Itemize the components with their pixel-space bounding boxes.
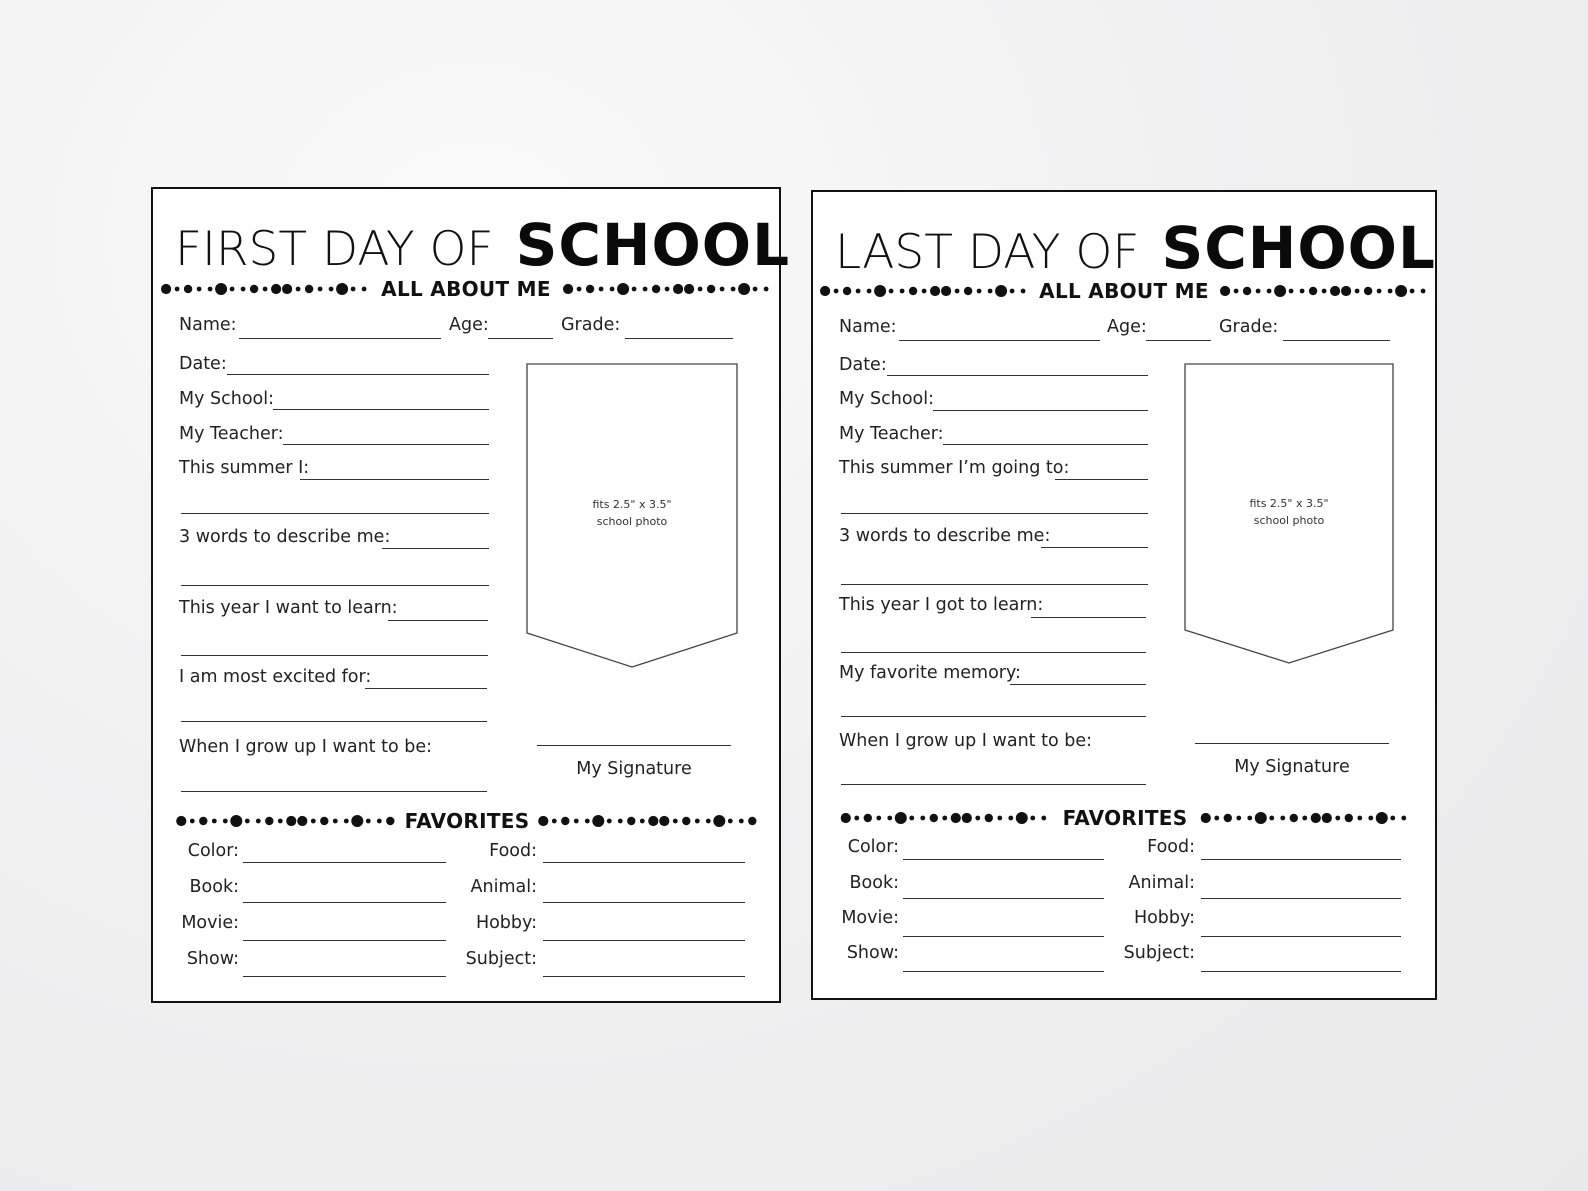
photo-size-text: fits 2.5" x 3.5" xyxy=(1249,497,1329,510)
grow-label: When I grow up I want to be: xyxy=(839,731,1092,751)
grade-label: Grade: xyxy=(1219,317,1279,337)
words-line[interactable] xyxy=(1041,547,1148,548)
fav-animal-line[interactable] xyxy=(1201,898,1401,899)
fav-book-line[interactable] xyxy=(903,898,1104,899)
fav-book-label: Book: xyxy=(189,877,239,897)
teacher-line[interactable] xyxy=(283,444,489,445)
fav-book-line[interactable] xyxy=(243,902,446,903)
fav-movie-line[interactable] xyxy=(243,940,446,941)
fav-color-line[interactable] xyxy=(903,859,1104,860)
summer-label: This summer I’m going to: xyxy=(839,458,1070,478)
summer-line[interactable] xyxy=(300,479,489,480)
fav-food-line[interactable] xyxy=(1201,859,1401,860)
dot-border-icon xyxy=(175,809,397,833)
title-school: SCHOOL xyxy=(1161,214,1436,282)
signature-label: My Signature xyxy=(1234,757,1350,777)
memory-label: My favorite memory: xyxy=(839,663,1021,683)
fav-movie-label: Movie: xyxy=(841,908,899,928)
first-day-worksheet xyxy=(151,187,791,1003)
summer-line[interactable] xyxy=(1055,479,1148,480)
teacher-line[interactable] xyxy=(943,444,1148,445)
worksheet-title xyxy=(835,214,1436,282)
words-line[interactable] xyxy=(382,548,489,549)
summer-line-2[interactable] xyxy=(181,513,489,514)
age-label: Age: xyxy=(449,315,489,335)
fav-show-label: Show: xyxy=(846,943,899,963)
date-label: Date: xyxy=(839,355,887,375)
learn-line[interactable] xyxy=(1031,617,1146,618)
photo-type-text: school photo xyxy=(596,515,668,528)
fav-food-label: Food: xyxy=(1147,837,1195,857)
grade-label: Grade: xyxy=(561,315,621,335)
photo-caption xyxy=(1184,495,1394,529)
worksheet-title xyxy=(175,211,790,279)
fav-book-label: Book: xyxy=(849,873,899,893)
dot-border-icon xyxy=(1217,279,1431,303)
learn-line-2[interactable] xyxy=(841,652,1146,653)
dot-border-icon xyxy=(835,806,1055,830)
school-line[interactable] xyxy=(273,409,489,410)
words-line-2[interactable] xyxy=(181,585,489,586)
fav-animal-line[interactable] xyxy=(543,902,745,903)
fav-color-line[interactable] xyxy=(243,862,446,863)
memory-line-2[interactable] xyxy=(841,716,1146,717)
name-line[interactable] xyxy=(239,338,441,339)
excited-label: I am most excited for: xyxy=(179,667,372,687)
last-day-worksheet xyxy=(811,190,1437,1000)
age-line[interactable] xyxy=(1146,340,1211,341)
favorites-divider xyxy=(835,806,1415,830)
date-label: Date: xyxy=(179,354,227,374)
date-line[interactable] xyxy=(227,374,489,375)
fav-hobby-line[interactable] xyxy=(1201,936,1401,937)
name-label: Name: xyxy=(179,315,237,335)
learn-line[interactable] xyxy=(388,620,488,621)
grow-line[interactable] xyxy=(841,784,1146,785)
dot-border-icon xyxy=(157,277,373,301)
fav-hobby-label: Hobby: xyxy=(1133,908,1195,928)
words-line-2[interactable] xyxy=(841,584,1148,585)
fav-show-label: Show: xyxy=(186,949,239,969)
excited-line-2[interactable] xyxy=(181,721,487,722)
teacher-label: My Teacher: xyxy=(839,424,944,444)
title-school: SCHOOL xyxy=(515,211,791,279)
fav-movie-line[interactable] xyxy=(903,936,1104,937)
age-line[interactable] xyxy=(488,338,553,339)
excited-line[interactable] xyxy=(365,688,487,689)
school-label: My School: xyxy=(179,389,275,409)
fav-subject-line[interactable] xyxy=(1201,971,1401,972)
fav-show-line[interactable] xyxy=(243,976,446,977)
summer-label: This summer I: xyxy=(179,458,310,478)
fav-color-label: Color: xyxy=(847,837,899,857)
signature-line[interactable] xyxy=(537,745,731,746)
all-about-me-divider xyxy=(817,279,1431,303)
grow-label: When I grow up I want to be: xyxy=(179,737,432,757)
fav-subject-line[interactable] xyxy=(543,976,745,977)
name-label: Name: xyxy=(839,317,897,337)
section-heading-all-about-me: ALL ABOUT ME xyxy=(1039,279,1209,303)
memory-line[interactable] xyxy=(1010,684,1146,685)
date-line[interactable] xyxy=(887,375,1148,376)
favorites-divider xyxy=(175,809,759,833)
fav-hobby-line[interactable] xyxy=(543,940,745,941)
dot-border-icon xyxy=(559,277,775,301)
fav-animal-label: Animal: xyxy=(470,877,537,897)
photo-caption xyxy=(526,496,738,530)
age-label: Age: xyxy=(1107,317,1147,337)
fav-animal-label: Animal: xyxy=(1128,873,1195,893)
learn-label: This year I got to learn: xyxy=(839,595,1044,615)
summer-line-2[interactable] xyxy=(841,513,1148,514)
fav-movie-label: Movie: xyxy=(181,913,239,933)
learn-label: This year I want to learn: xyxy=(179,598,398,618)
all-about-me-divider xyxy=(157,277,775,301)
fav-food-label: Food: xyxy=(489,841,537,861)
school-line[interactable] xyxy=(933,410,1148,411)
photo-size-text: fits 2.5" x 3.5" xyxy=(592,498,672,511)
fav-subject-label: Subject: xyxy=(1123,943,1195,963)
fav-color-label: Color: xyxy=(187,841,239,861)
school-label: My School: xyxy=(839,389,935,409)
section-heading-all-about-me: ALL ABOUT ME xyxy=(381,277,551,301)
words-label: 3 words to describe me: xyxy=(839,526,1051,546)
name-line[interactable] xyxy=(899,340,1100,341)
dot-border-icon xyxy=(537,809,759,833)
fav-hobby-label: Hobby: xyxy=(475,913,537,933)
fav-show-line[interactable] xyxy=(903,971,1104,972)
photo-type-text: school photo xyxy=(1253,514,1325,527)
fav-subject-label: Subject: xyxy=(465,949,537,969)
grade-line[interactable] xyxy=(625,338,733,339)
signature-label: My Signature xyxy=(576,759,692,779)
words-label: 3 words to describe me: xyxy=(179,527,391,547)
section-heading-favorites: FAVORITES xyxy=(404,809,530,833)
learn-line-2[interactable] xyxy=(181,655,488,656)
title-prefix: FIRST DAY OF xyxy=(175,222,494,277)
title-prefix: LAST DAY OF xyxy=(835,225,1140,280)
section-heading-favorites: FAVORITES xyxy=(1062,806,1188,830)
signature-line[interactable] xyxy=(1195,743,1389,744)
grow-line[interactable] xyxy=(181,791,487,792)
fav-food-line[interactable] xyxy=(543,862,745,863)
dot-border-icon xyxy=(817,279,1031,303)
dot-border-icon xyxy=(1195,806,1415,830)
grade-line[interactable] xyxy=(1283,340,1390,341)
teacher-label: My Teacher: xyxy=(179,424,284,444)
